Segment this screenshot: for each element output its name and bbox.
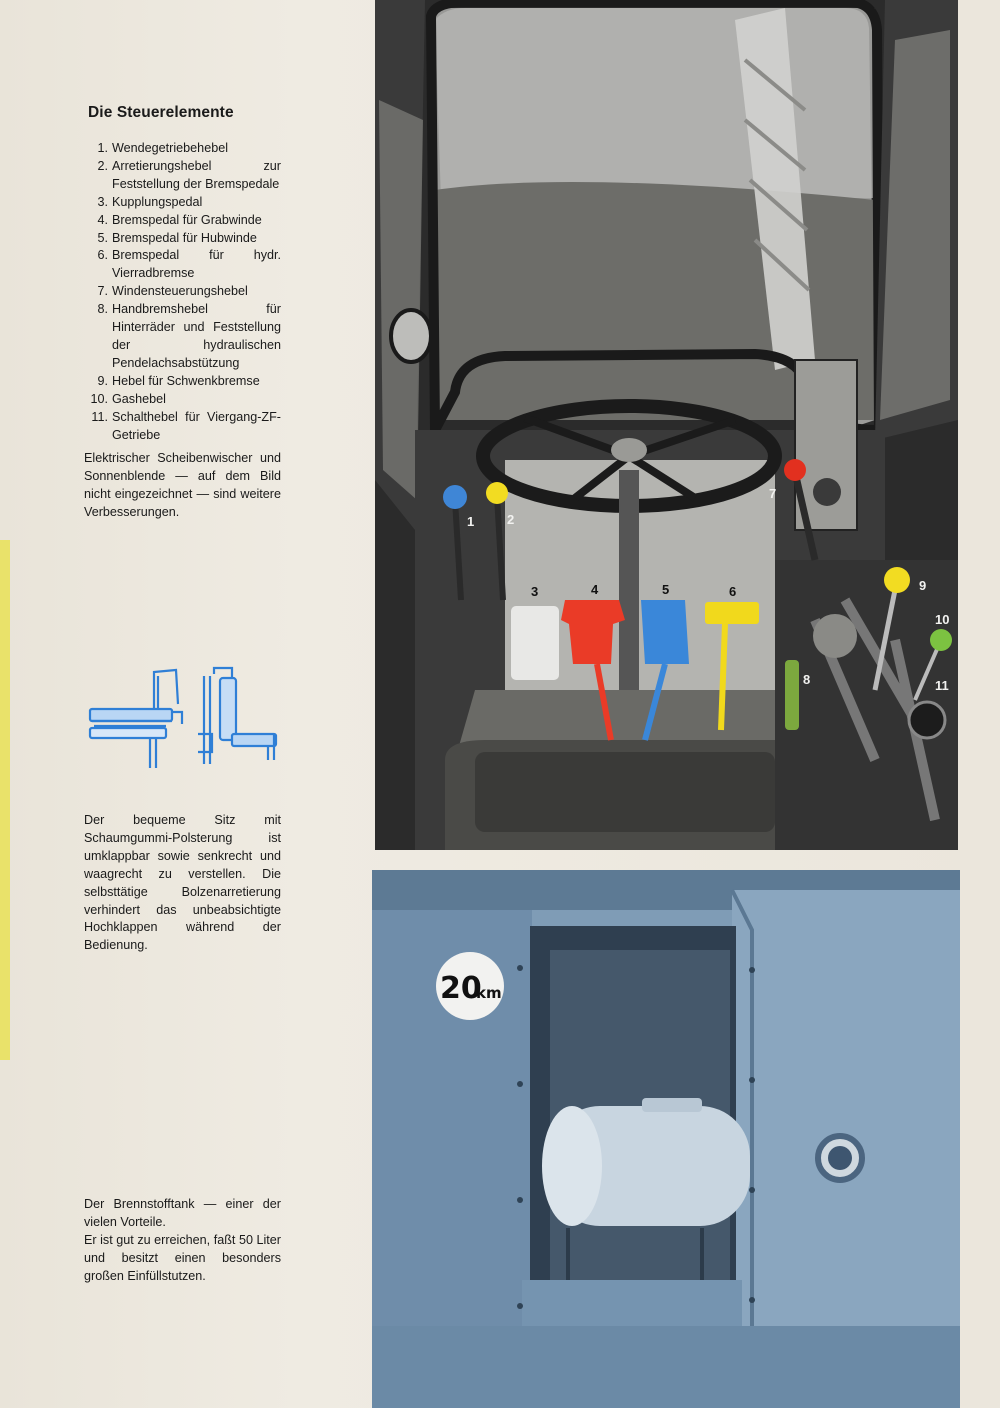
seat-upright-right — [198, 668, 276, 764]
seat-paragraph: Der bequeme Sitz mit Schaumgummi-Polsterung ist umklappbar sowie senkrecht und waagrecht zu verstellen. Die selbsttätige Bolzenarretierung verhindert das unbeabsichtigte Hochklappen während der Bedienung. — [84, 813, 281, 953]
photo-label-1: 1 — [467, 514, 475, 529]
photo-label-4: 4 — [591, 582, 599, 597]
photo-label-9: 9 — [919, 578, 927, 593]
list-item: 3. Kupplungspedal — [97, 194, 203, 209]
list-item: 4. Bremspedal für Grabwinde — [97, 212, 262, 227]
photo-label-3: 3 — [531, 584, 539, 599]
knob-7-red — [784, 459, 806, 481]
section-heading: Die Steuerelemente — [88, 104, 234, 121]
knob-10-green — [930, 629, 952, 651]
list-item: 10. Gashebel — [90, 391, 166, 406]
photo-label-11: 11 — [935, 678, 949, 693]
note-paragraph: Elektrischer Scheibenwischer und Sonnenblende — auf dem Bild nicht eingezeichnet — sind weitere Verbesserungen. — [84, 451, 281, 519]
list-item: 1. Wendegetriebehebel — [97, 141, 229, 155]
seat-folded-left — [90, 670, 182, 768]
pedal-6-yellow — [705, 602, 759, 624]
knob-2-yellow — [486, 482, 508, 504]
pedal-5-blue — [641, 600, 689, 664]
list-item: 6. Bremspedal für hydr. Vierradbremse — [97, 248, 281, 281]
photo-label-10: 10 — [935, 612, 950, 627]
photo-label-6: 6 — [729, 584, 737, 599]
pedal-3-white — [511, 606, 559, 680]
list-item: 5. Bremspedal für Hubwinde — [97, 230, 257, 245]
lever-8-green — [785, 660, 799, 730]
speed-badge-number: 20 — [440, 971, 482, 1006]
yellow-edge-strip — [0, 540, 10, 1060]
photo-label-2: 2 — [507, 512, 515, 527]
tank-paragraph-1: Der Brennstofftank — einer der vielen Vorteile. — [84, 1197, 281, 1229]
photo-label-5: 5 — [662, 582, 670, 597]
speed-badge-unit: km — [476, 984, 502, 1002]
cab-interior-photo — [375, 0, 958, 850]
photo-label-8: 8 — [803, 672, 811, 687]
list-item: 7. Windensteuerungshebel — [97, 284, 248, 299]
controls-list — [84, 140, 281, 444]
list-item: 2. Arretierungshebel zur Feststellung der Bremspedale — [97, 158, 281, 191]
knob-1-blue — [443, 485, 467, 509]
tank-paragraph-2: Er ist gut zu erreichen, faßt 50 Liter und besitzt einen besonders großen Einfüllstutzen. — [84, 1233, 281, 1283]
list-item: 11. Schalthebel für Viergang-ZF-Getriebe — [91, 409, 281, 442]
pedal-6-rod — [721, 624, 725, 730]
knob-11-dark — [909, 702, 945, 738]
seat-illustration — [86, 664, 282, 774]
list-item: 9. Hebel für Schwenkbremse — [97, 373, 260, 388]
photo-label-7: 7 — [769, 486, 777, 501]
fuel-tank-photo — [372, 870, 960, 1408]
list-item: 8. Handbremshebel für Hinterräder und Feststellung der hydraulischen Pendelachsabstützung — [97, 302, 281, 370]
knob-9-yellow — [884, 567, 910, 593]
